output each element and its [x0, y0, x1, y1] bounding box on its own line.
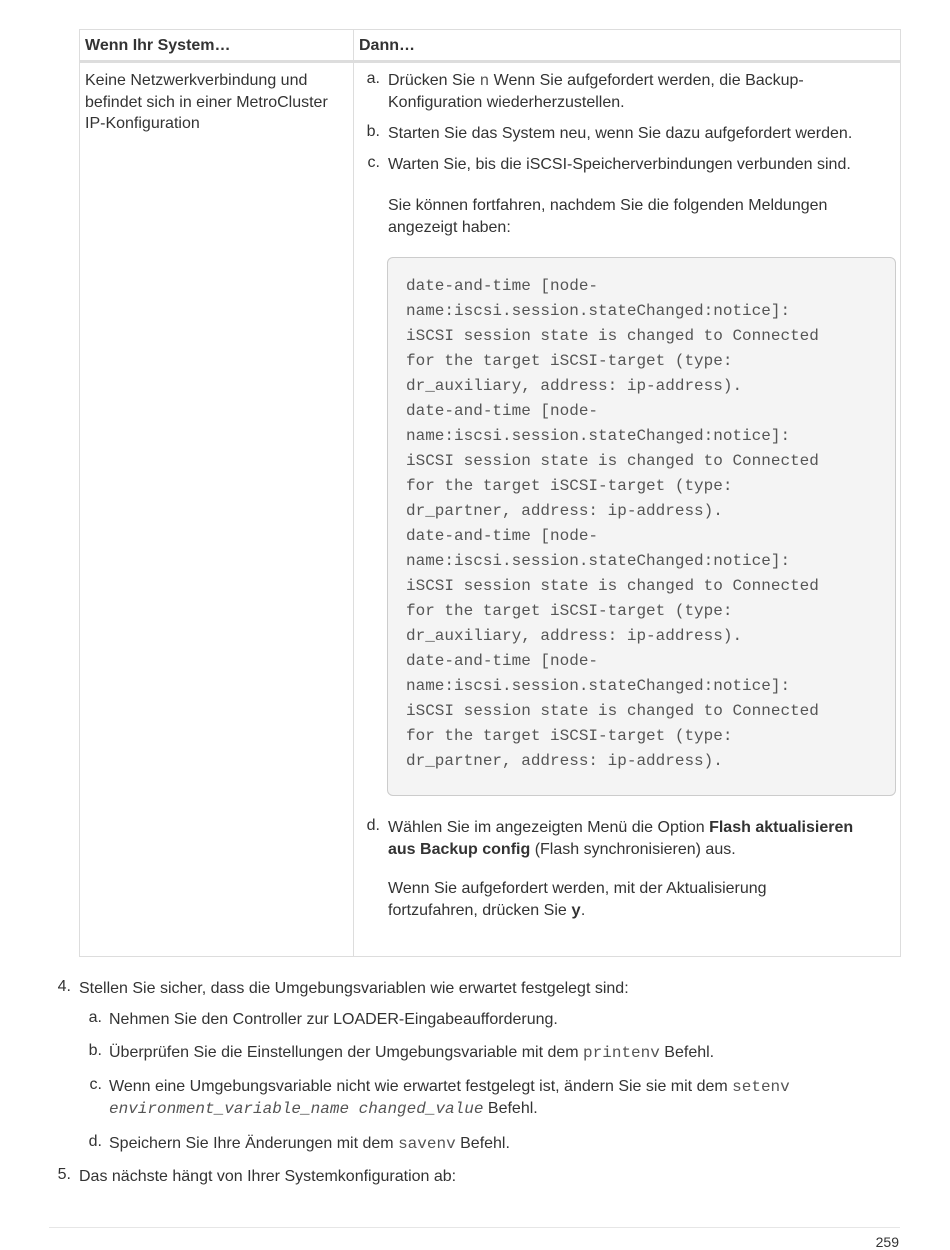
condition-line: befindet sich in einer MetroCluster [85, 93, 328, 111]
substep-c-pre: Wenn eine Umgebungsvariable nicht wie erwartet festgelegt ist, ändern Sie sie mit dem [109, 1078, 733, 1095]
code-line: name:iscsi.session.stateChanged:notice]: [406, 302, 791, 320]
code-block [387, 257, 896, 796]
step-c-paragraph [388, 195, 888, 239]
step-5-text: Das nächste hängt von Ihrer Systemkonfiguration ab: [79, 1168, 457, 1185]
option-name-line2: aus Backup config [388, 841, 531, 858]
step-c-para-line: Sie können fortfahren, nachdem Sie die folgenden Meldungen [388, 197, 828, 214]
table-header-then: Dann… [359, 37, 415, 54]
inline-code-savenv: savenv [398, 1135, 456, 1153]
step-d-text [388, 817, 900, 861]
step-marker-a: a. [366, 70, 380, 87]
step-d-para-post: . [580, 902, 586, 919]
condition-line: IP-Konfiguration [85, 115, 200, 132]
code-line: iSCSI session state is changed to Connected [406, 577, 819, 595]
condition-line: Keine Netzwerkverbindung und [85, 72, 308, 89]
inline-code-printenv: printenv [583, 1044, 660, 1062]
step-marker-d: d. [366, 817, 380, 834]
inline-code-y: y [571, 902, 581, 920]
code-line: name:iscsi.session.stateChanged:notice]: [406, 677, 791, 695]
step-c-para-line: angezeigt haben: [388, 219, 511, 236]
table-header-system: Wenn Ihr System… [85, 37, 231, 54]
step-a-text [388, 70, 898, 114]
condition-cell [85, 70, 349, 135]
code-line: date-and-time [node- [406, 527, 599, 545]
substep-d-text [109, 1133, 899, 1155]
step-d-para-pre: fortzufahren, drücken Sie [388, 902, 572, 919]
step-marker-c: c. [367, 154, 380, 171]
code-line: for the target iSCSI-target (type: [406, 727, 733, 745]
substep-b-pre: Überprüfen Sie die Einstellungen der Umgebungsvariable mit dem [109, 1044, 584, 1061]
substep-d-post: Befehl. [455, 1135, 510, 1152]
inline-code-n: n [479, 72, 490, 90]
inline-code-setenv: setenv [732, 1078, 790, 1096]
table-header-row [80, 30, 900, 63]
step-b-text: Starten Sie das System neu, wenn Sie dazu aufgefordert werden. [388, 125, 853, 142]
code-line: dr_partner, address: ip-address). [406, 752, 723, 770]
step-d-text-post: (Flash synchronisieren) aus. [530, 841, 736, 858]
step-4-text: Stellen Sie sicher, dass die Umgebungsvariablen wie erwartet festgelegt sind: [79, 980, 629, 997]
step-a-line2: Konfiguration wiederherzustellen. [388, 94, 625, 111]
substep-marker-c: c. [89, 1076, 102, 1093]
step-d-paragraph [388, 878, 888, 922]
code-line: iSCSI session state is changed to Connected [406, 327, 819, 345]
footer-divider [49, 1227, 900, 1228]
substep-marker-d: d. [88, 1133, 102, 1150]
option-name-line1: Flash aktualisieren [709, 819, 854, 836]
inline-code-variable: environment_variable_name changed_value [109, 1100, 484, 1118]
code-line: for the target iSCSI-target (type: [406, 352, 733, 370]
substep-a-text: Nehmen Sie den Controller zur LOADER-Eingabeaufforderung. [109, 1011, 558, 1028]
code-line: dr_partner, address: ip-address). [406, 502, 723, 520]
step-a-text-post: Wenn Sie aufgefordert werden, die Backup- [489, 72, 804, 89]
code-line: dr_auxiliary, address: ip-address). [406, 377, 743, 395]
substep-c-text [109, 1076, 909, 1120]
code-line: name:iscsi.session.stateChanged:notice]: [406, 427, 791, 445]
step-c-text: Warten Sie, bis die iSCSI-Speicherverbindungen verbunden sind. [388, 156, 851, 173]
code-line: iSCSI session state is changed to Connected [406, 452, 819, 470]
code-line: date-and-time [node- [406, 402, 599, 420]
column-divider [353, 30, 354, 956]
substep-b-text [109, 1042, 899, 1064]
code-line: name:iscsi.session.stateChanged:notice]: [406, 552, 791, 570]
step-d-text-pre: Wählen Sie im angezeigten Menü die Option [388, 819, 710, 836]
substep-b-post: Befehl. [659, 1044, 715, 1061]
substep-c-post: Befehl. [483, 1100, 538, 1117]
code-line: dr_auxiliary, address: ip-address). [406, 627, 743, 645]
page-number: 259 [875, 1234, 899, 1250]
substep-d-pre: Speichern Sie Ihre Änderungen mit dem [109, 1135, 399, 1152]
code-line: date-and-time [node- [406, 277, 599, 295]
code-line: date-and-time [node- [406, 652, 599, 670]
step-marker-4: 4. [57, 978, 71, 995]
step-a-text-pre: Drücken Sie [388, 72, 480, 89]
substep-marker-a: a. [88, 1009, 102, 1026]
step-d-para-line: Wenn Sie aufgefordert werden, mit der Aktualisierung [388, 880, 767, 897]
code-line: for the target iSCSI-target (type: [406, 477, 733, 495]
step-marker-b: b. [366, 123, 380, 140]
code-line: iSCSI session state is changed to Connected [406, 702, 819, 720]
code-line: for the target iSCSI-target (type: [406, 602, 733, 620]
substep-marker-b: b. [88, 1042, 102, 1059]
step-marker-5: 5. [57, 1166, 71, 1183]
